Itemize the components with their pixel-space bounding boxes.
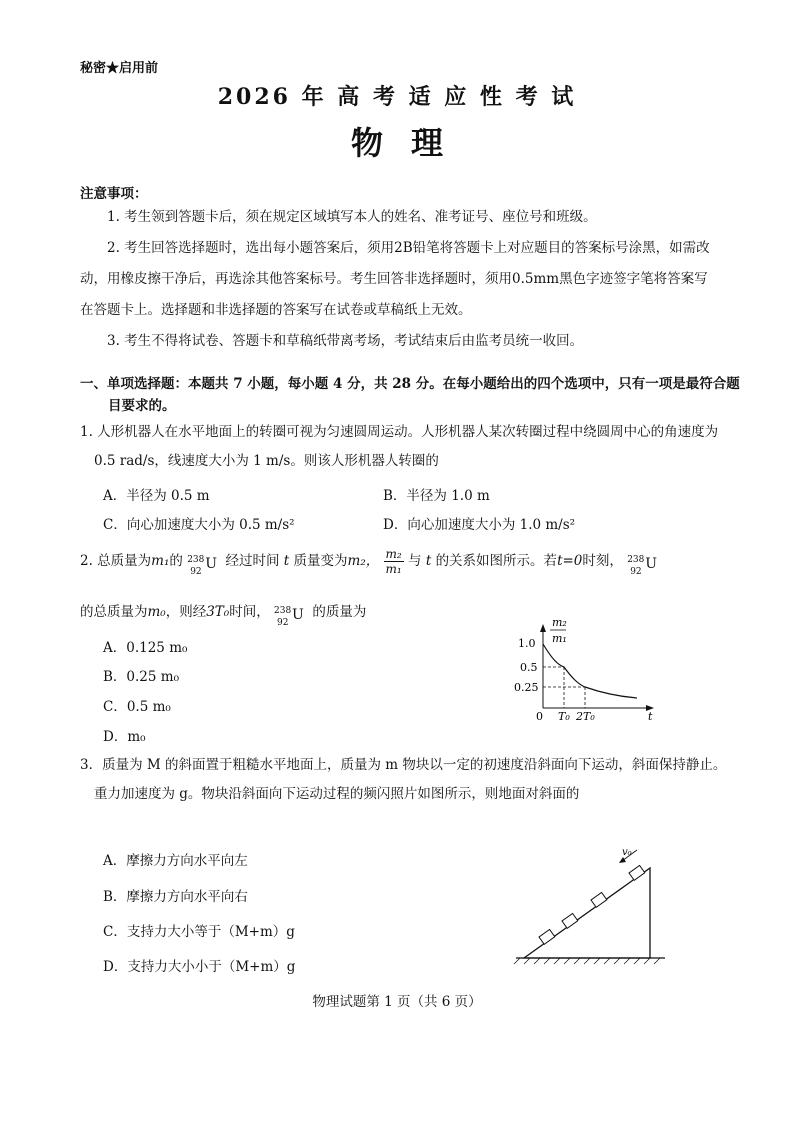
graph-y-tick-025: 0.25 (514, 681, 539, 694)
note-item-2: 2. 考生回答选择题时，选出每小题答案后，须用2B铅笔将答题卡上对应题目的答案标号涂黑，如需改动，用橡皮擦干净后，再选涂其他答案标号。考生回答非选择题时，须用0.5mm黑色字迹签字笔将答案写在答题卡上。选择题和非选择题的答案写在试卷或草稿纸上无效。 (80, 240, 710, 318)
q1-option-d: D．向心加速度大小为 1.0 m/s² (383, 517, 576, 533)
incline-diagram (510, 840, 670, 970)
q2-time: 3T₀ (206, 604, 230, 620)
q2-text: 时刻， (582, 553, 623, 569)
ground-hatching (514, 958, 660, 964)
graph-x-tick-0: 0 (536, 710, 543, 722)
q3-option-a: A．摩擦力方向水平向左 (103, 853, 248, 869)
graph-y-tick-05: 0.5 (520, 661, 538, 674)
q3-option-d: D．支持力大小小于（M+m）g (103, 959, 296, 975)
flash-photo-blocks (539, 865, 645, 944)
graph-y-tick-1: 1.0 (518, 637, 536, 650)
section-heading: 一、单项选择题：本题共 7 小题，每小题 4 分，共 28 分。在每小题给出的四个选项中，只有一项是最符合题目要求的。 (80, 376, 740, 414)
q2-t0: t=0 (557, 553, 583, 569)
q2-option-d: D．m₀ (103, 729, 146, 745)
q2-text: 的质量为 (312, 604, 367, 620)
q2-text: 质量变为 (293, 553, 348, 569)
q1-option-c: C．向心加速度大小为 0.5 m/s² (103, 517, 295, 533)
subject-title: 物理 (350, 124, 471, 162)
graph-x-label: t (648, 710, 653, 722)
exam-title: 2026 年 高 考 适 应 性 考 试 (217, 84, 577, 110)
q2-text: 的总质量为 (80, 604, 148, 620)
note-item-3: 3. 考生不得将试卷、答题卡和草稿纸带离考场，考试结束后由监考员统一收回。 (107, 333, 584, 349)
q2-m2: m₂， (347, 553, 380, 569)
q1-option-a: A．半径为 0.5 m (103, 488, 210, 504)
q2-text: 与 (408, 553, 422, 569)
graph-x-tick-2t0: 2T₀ (576, 710, 595, 722)
q2-option-b: B．0.25 m₀ (103, 669, 179, 685)
note-item-1: 1. 考生领到答题卡后，须在规定区域填写本人的姓名、准考证号、座位号和班级。 (107, 209, 597, 225)
graph-x-tick-t0: T₀ (558, 710, 570, 722)
q2-m1: m₁ (151, 553, 170, 569)
incline-wedge (524, 868, 650, 958)
decay-graph (510, 612, 660, 722)
q2-t: t (283, 553, 290, 569)
page-footer: 物理试题第 1 页（共 6 页） (312, 994, 482, 1010)
q2-m0: m₀ (147, 604, 166, 620)
uranium-nuclide: 238 92 U (274, 606, 304, 628)
q2-text: ，则经 (165, 604, 207, 620)
q1-option-b: B．半径为 1.0 m (383, 488, 490, 504)
q2-text: 时间， (229, 604, 270, 620)
q2-text: 的关系如图所示。若 (435, 553, 558, 569)
q2-text: 经过时间 (225, 553, 280, 569)
q2-text: 2. 总质量为 (80, 553, 152, 569)
q3-option-b: B．摩擦力方向水平向右 (103, 889, 248, 905)
uranium-nuclide: 238 92 U (627, 555, 657, 577)
q2-option-c: C．0.5 m₀ (103, 699, 171, 715)
notes-heading: 注意事项： (80, 186, 148, 202)
q2-text: 的 (169, 553, 183, 569)
question-1-stem: 1. 人形机器人在水平地面上的转圈可视为匀速圆周运动。人形机器人某次转圈过程中绕圆周中心的角速度为 0.5 rad/s，线速度大小为 1 m/s。则该人形机器人转圈的 (80, 424, 719, 469)
graph-y-label-den: m₁ (552, 632, 567, 645)
velocity-label: v₀ (622, 847, 632, 858)
confidential-label: 秘密★启用前 (80, 61, 159, 76)
mass-ratio-fraction: $\frac{\text{m₂}}{\text{m₁}}$ (385, 547, 402, 576)
q2-option-a: A．0.125 m₀ (103, 640, 188, 656)
q2-t: t (425, 553, 432, 569)
graph-y-arrow (540, 624, 546, 632)
graph-decay-curve (543, 644, 637, 698)
q3-option-c: C．支持力大小等于（M+m）g (103, 924, 295, 940)
question-3-stem: 3．质量为 M 的斜面置于粗糙水平地面上，质量为 m 物块以一定的初速度沿斜面向下运动，斜面保持静止。重力加速度为 g。物块沿斜面向下运动过程的频闪照片如图所示，则地面对斜面的 (80, 757, 727, 802)
uranium-nuclide: 238 92 U (187, 555, 217, 577)
question-2-stem-line1 (80, 546, 720, 576)
graph-y-label-num: m₂ (552, 616, 567, 629)
